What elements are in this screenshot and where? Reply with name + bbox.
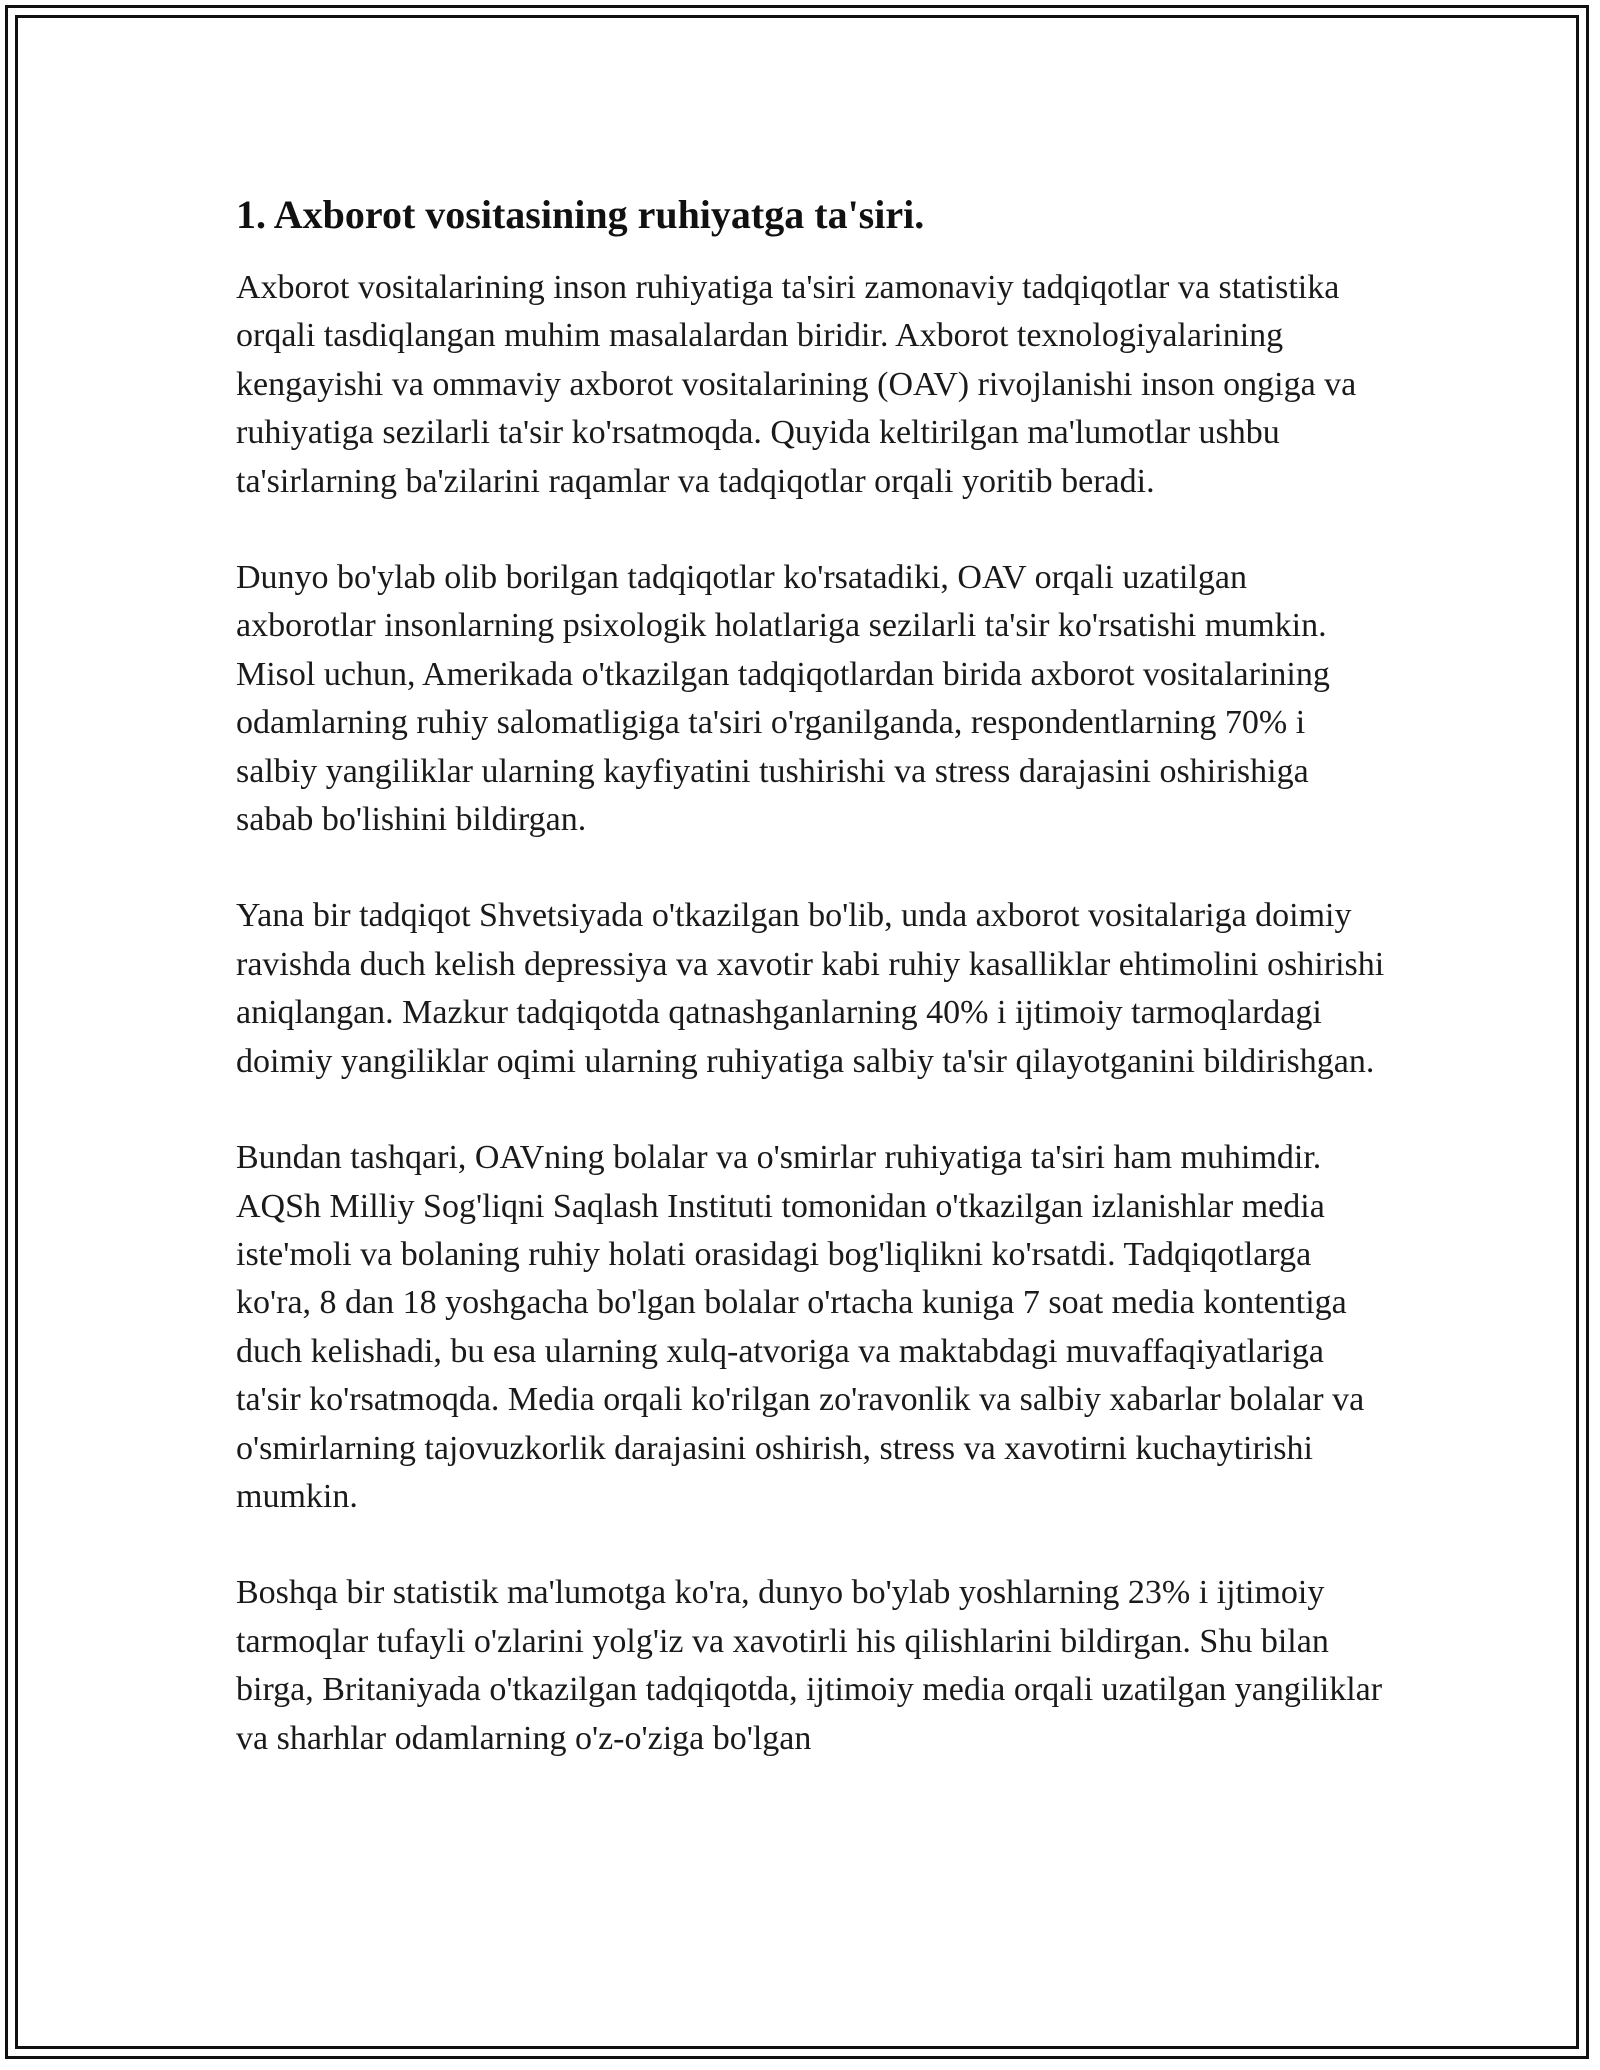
paragraph-intro: Axborot vositalarining inson ruhiyatiga ta'siri zamonaviy tadqiqotlar va statistika orqali tasdiqlangan muhim masalalardan biridir. Axborot texnologiyalarining kengayishi va ommaviy axborot vositalarining (OAV) rivojlanishi inson ongiga va ruhiyatiga sezilarli ta'sir ko'rsatmoqda. Quyida keltirilgan ma'lumotlar ushbu ta'sirlarning ba'zilarini raqamlar va tadqiqotlar orqali yoritib beradi. [236, 269, 1357, 500]
paragraph-sweden-study: Yana bir tadqiqot Shvetsiyada o'tkazilgan bo'lib, unda axborot vositalariga doimiy ravishda duch kelish depressiya va xavotir kabi ruhiy kasalliklar ehtimolini oshirishi aniqlangan. Mazkur tadqiqotda qatnashganlarning 40% i ijtimoiy tarmoqlardagi doimiy yangiliklar oqimi ularning ruhiyatiga salbiy ta'sir qilayotganini bildirishgan. [236, 897, 1385, 1080]
paragraph-america-study: Dunyo bo'ylab olib borilgan tadqiqotlar ko'rsatadiki, OAV orqali uzatilgan axborotlar insonlarning psixologik holatlariga sezilarli ta'sir ko'rsatishi mumkin. Misol uchun, Amerikada o'tkazilgan tadqiqotlardan birida axborot vositalarining odamlarning ruhiy salomatligiga ta'siri o'rganilganda, respondentlarning 70% i salbiy yangiliklar ularning kayfiyatini tushirishi va stress darajasini oshirishiga sabab bo'lishini bildirgan. [236, 559, 1330, 839]
paragraph-youth-statistics: Boshqa bir statistik ma'lumotga ko'ra, dunyo bo'ylab yoshlarning 23% i ijtimoiy tarmoqlar tufayli o'zlarini yolg'iz va xavotirli his qilishlarini bildirgan. Shu bilan birga, Britaniyada o'tkazilgan tadqiqotda, ijtimoiy media orqali uzatilgan yangiliklar va sharhlar odamlarning o'z-o'ziga bo'lgan [236, 1574, 1383, 1757]
paragraph-children-media: Bundan tashqari, OAVning bolalar va o'smirlar ruhiyatiga ta'siri ham muhimdir. AQSh Milliy Sog'liqni Saqlash Instituti tomonidan o'tkazilgan izlanishlar media iste'moli va bolaning ruhiy holati orasidagi bog'liqlikni ko'rsatdi. Tadqiqotlarga ko'ra, 8 dan 18 yoshgacha bo'lgan bolalar o'rtacha kuniga 7 soat media kontentiga duch kelishadi, bu esa ularning xulq-atvoriga va maktabdagi muvaffaqiyatlariga ta'sir ko'rsatmoqda. Media orqali ko'rilgan zo'ravonlik va salbiy xabarlar bolalar va o'smirlarning tajovuzkorlik darajasini oshirish, stress va xavotirni kuchaytirishi mumkin. [236, 1139, 1365, 1515]
section-heading: 1. Axborot vositasining ruhiyatga ta'siri. [236, 192, 925, 237]
document-body [236, 186, 1386, 1811]
